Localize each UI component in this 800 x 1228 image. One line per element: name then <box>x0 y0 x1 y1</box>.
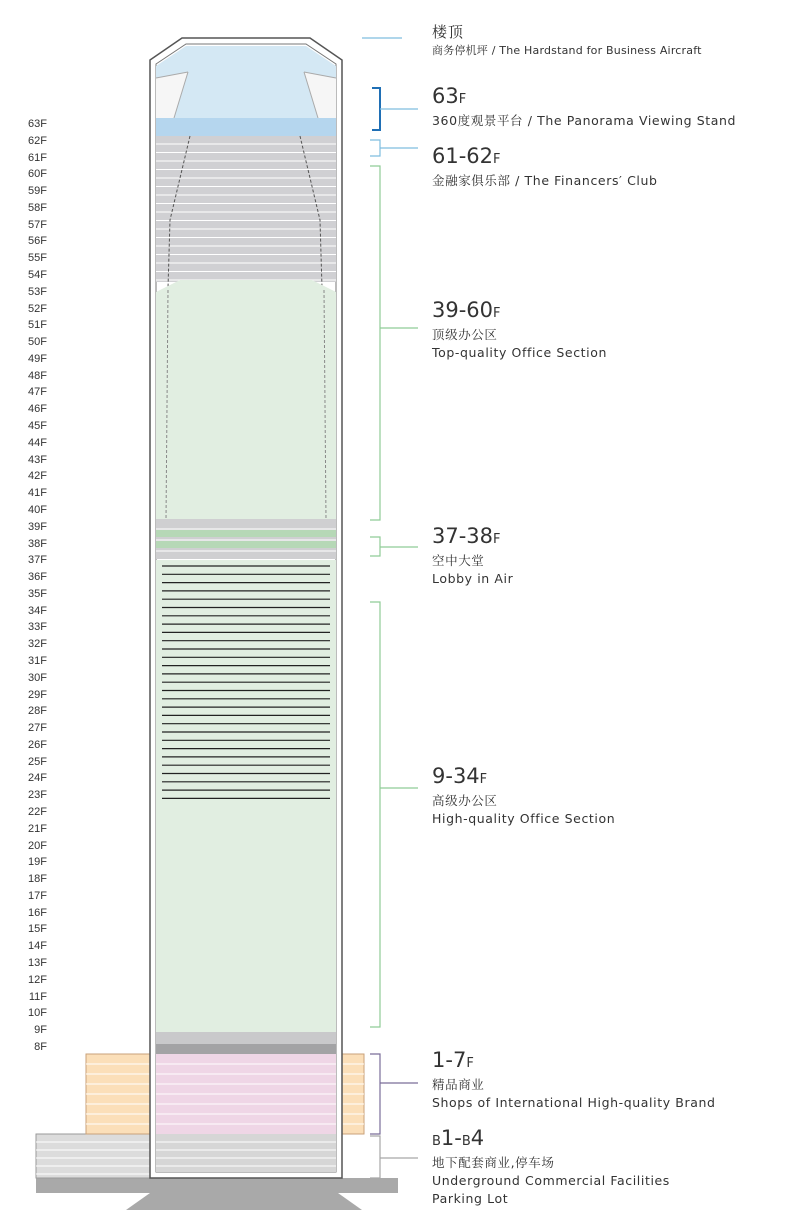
floor-label: 16F <box>28 906 47 919</box>
floor-label: 13F <box>28 957 47 969</box>
panorama-level <box>156 118 336 136</box>
panorama-desc: 360度观景平台 / The Panorama Viewing Stand <box>432 113 737 128</box>
floor-label: 36F <box>28 571 47 584</box>
lobby-zone <box>156 519 336 559</box>
floor-label: 8F <box>34 1040 47 1053</box>
floor-label: 24F <box>28 772 47 785</box>
section-top-office <box>432 298 792 362</box>
roof-desc: 商务停机坪 / The Hardstand for Business Aircraft <box>432 44 702 57</box>
lobby-zh: 空中大堂 <box>432 553 485 568</box>
floor-label: 57F <box>28 218 47 231</box>
floor-label: 48F <box>28 369 47 382</box>
top-office-range: 39-60F <box>432 298 501 322</box>
high-office-bracket <box>370 602 380 1027</box>
club-desc: 金融家俱乐部 / The Financers′ Club <box>432 173 658 188</box>
high-office-range: 9-34F <box>432 764 488 788</box>
floor-label: 17F <box>28 889 47 902</box>
shops-bracket <box>370 1054 380 1134</box>
floor-label: 34F <box>28 604 47 617</box>
basement-en2: Parking Lot <box>432 1191 509 1206</box>
floor-label: 23F <box>28 789 47 802</box>
leader-lines <box>362 38 418 1178</box>
floor-label: 55F <box>28 252 47 265</box>
basement-zh: 地下配套商业,停车场 <box>432 1155 555 1170</box>
section-high-office <box>432 764 792 828</box>
floor-label: 27F <box>28 722 47 735</box>
club-bracket <box>370 140 380 156</box>
lobby-range: 37-38F <box>432 524 501 548</box>
floor-label: 33F <box>28 621 47 634</box>
roof-title: 楼顶 <box>432 23 465 41</box>
floor-label: 10F <box>28 1007 47 1020</box>
floor-label: 40F <box>28 503 47 516</box>
floor-label: 19F <box>28 856 47 869</box>
high-office-en: High-quality Office Section <box>432 811 616 826</box>
section-roof <box>432 22 792 60</box>
mechanical-8f <box>156 1032 336 1054</box>
upper-floor-stack <box>156 136 336 288</box>
floor-label: 39F <box>28 520 47 533</box>
basement-en1: Underground Commercial Facilities <box>432 1173 670 1188</box>
lobby-bracket <box>370 537 380 556</box>
floor-label: 44F <box>28 436 47 449</box>
floor-label: 47F <box>28 386 47 399</box>
floor-label: 20F <box>28 839 47 852</box>
foundation <box>36 1178 398 1210</box>
basement-range: B1-B4 <box>432 1126 485 1150</box>
high-office-zone <box>156 560 336 1032</box>
section-panorama <box>432 84 792 130</box>
floor-label: 30F <box>28 671 47 684</box>
top-office-bracket <box>370 166 380 520</box>
floor-label: 56F <box>28 235 47 248</box>
panorama-range: 63F <box>432 84 467 108</box>
floor-label: 28F <box>28 705 47 718</box>
floor-label: 15F <box>28 923 47 936</box>
high-office-zh: 高级办公区 <box>432 793 498 808</box>
section-lobby <box>432 524 792 588</box>
floor-label: 38F <box>28 537 47 550</box>
floor-label: 58F <box>28 201 47 214</box>
podium-right <box>342 1054 364 1134</box>
floor-label: 35F <box>28 587 47 600</box>
floor-label: 60F <box>28 168 47 181</box>
tower-crown <box>156 46 336 136</box>
floor-label: 12F <box>28 973 47 986</box>
section-basement <box>432 1126 792 1208</box>
floor-label: 41F <box>28 487 47 500</box>
floor-label: 25F <box>28 755 47 768</box>
floor-label: 9F <box>34 1024 47 1037</box>
floor-label: 53F <box>28 285 47 298</box>
floor-label: 63F <box>28 118 47 130</box>
floor-label: 32F <box>28 638 47 651</box>
section-club <box>432 144 792 190</box>
club-range: 61-62F <box>432 144 501 168</box>
podium-left <box>86 1054 152 1134</box>
floor-label: 61F <box>28 151 47 164</box>
floor-label: 43F <box>28 453 47 466</box>
floor-label: 49F <box>28 352 47 365</box>
floor-label: 50F <box>28 336 47 349</box>
top-office-en: Top-quality Office Section <box>432 345 608 360</box>
floor-label: 18F <box>28 873 47 886</box>
floor-label: 31F <box>28 654 47 667</box>
top-office-zh: 顶级办公区 <box>432 327 498 342</box>
floor-label: 62F <box>28 134 47 147</box>
floor-label: 54F <box>28 269 47 282</box>
shops-range: 1-7F <box>432 1048 474 1072</box>
floor-label: 45F <box>28 420 47 433</box>
floor-label: 14F <box>28 940 47 953</box>
floor-label: 22F <box>28 805 47 818</box>
floor-label: 37F <box>28 554 47 567</box>
floor-label: 46F <box>28 403 47 416</box>
floor-label: 52F <box>28 302 47 315</box>
section-shops <box>432 1048 792 1112</box>
floor-label: 42F <box>28 470 47 483</box>
retail-zone <box>156 1054 336 1134</box>
basement-bracket <box>370 1136 380 1178</box>
floor-label: 26F <box>28 738 47 751</box>
floor-label: 59F <box>28 185 47 198</box>
floor-label: 51F <box>28 319 47 332</box>
panorama-bracket <box>372 88 380 130</box>
shops-zh: 精品商业 <box>432 1077 485 1092</box>
floor-label: 29F <box>28 688 47 701</box>
top-office-zone <box>156 280 336 520</box>
lobby-en: Lobby in Air <box>432 571 514 586</box>
floor-label: 11F <box>28 990 47 1003</box>
shops-en: Shops of International High-quality Brand <box>432 1095 716 1110</box>
floor-label: 21F <box>28 822 47 835</box>
